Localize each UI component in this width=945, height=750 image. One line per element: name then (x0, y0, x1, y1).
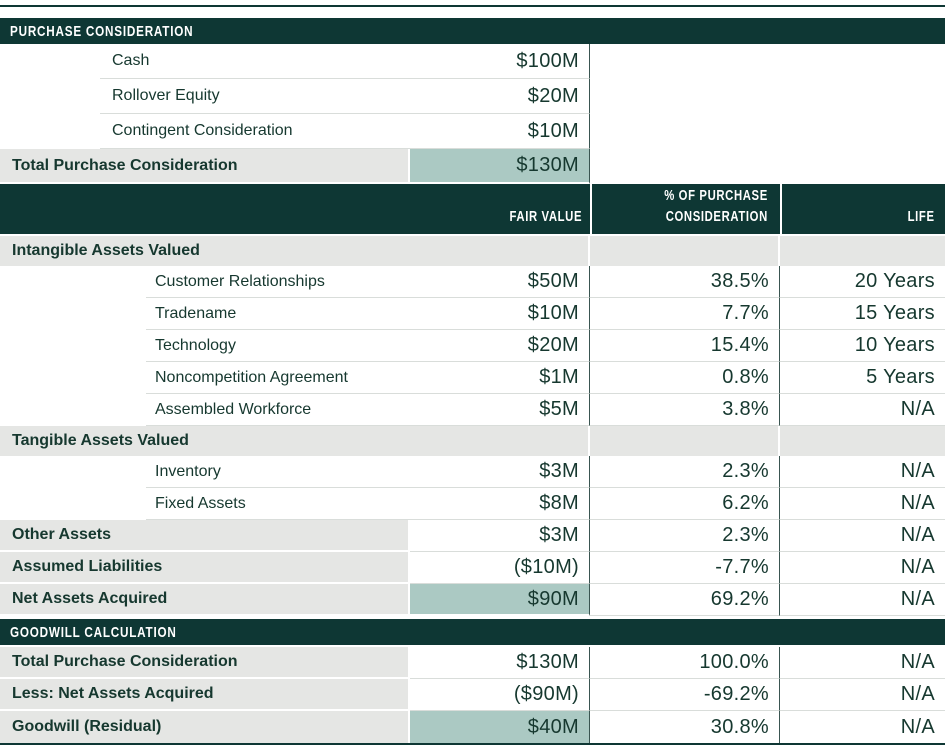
pct-cell: 2.3% (590, 456, 780, 488)
table-row-contingent-consideration (0, 114, 945, 149)
row-label: Inventory (146, 456, 410, 488)
life-cell: N/A (780, 488, 945, 520)
table-row-customer-relationships (0, 266, 945, 298)
total-label-cell: Goodwill (Residual) (0, 711, 410, 743)
table-row-fixed-assets (0, 488, 945, 520)
life-cell: 20 Years (780, 266, 945, 298)
highlighted-total-cell: $90M (410, 584, 590, 616)
total-label-cell: Assumed Liabilities (0, 552, 410, 584)
empty-cell (590, 149, 945, 184)
total-label-cell: Total Purchase Consideration (0, 149, 410, 184)
fair-value-cell: $3M (410, 456, 590, 488)
table-row-goodwill-residual (0, 711, 945, 743)
pct-cell: 15.4% (590, 330, 780, 362)
life-cell: N/A (780, 679, 945, 711)
empty-cell (590, 44, 945, 79)
row-label: Customer Relationships (146, 266, 410, 298)
table-row-noncompetition-agreement (0, 362, 945, 394)
table-row-less-net-assets-acquired (0, 679, 945, 711)
highlighted-total-cell: $40M (410, 711, 590, 743)
total-label-cell: Net Assets Acquired (0, 584, 410, 616)
pct-cell: -69.2% (590, 679, 780, 711)
table-row-tradename (0, 298, 945, 330)
life-cell: N/A (780, 520, 945, 552)
highlighted-total-cell: $130M (410, 149, 590, 184)
table-row-inventory (0, 456, 945, 488)
fair-value-cell: ($90M) (410, 679, 590, 711)
total-label-cell: Less: Net Assets Acquired (0, 679, 410, 711)
pct-cell: 30.8% (590, 711, 780, 743)
life-cell: N/A (780, 584, 945, 616)
row-label: Rollover Equity (100, 79, 410, 114)
total-label-cell: Total Purchase Consideration (0, 647, 410, 679)
table-bottom-border (0, 743, 945, 745)
section-bar-purchase-consideration (0, 18, 945, 44)
column-header-life: LIFE (780, 184, 945, 234)
fair-value-cell: $50M (410, 266, 590, 298)
pct-cell: 2.3% (590, 520, 780, 552)
fair-value-cell: $10M (410, 114, 590, 149)
row-label: Noncompetition Agreement (146, 362, 410, 394)
fair-value-cell: $1M (410, 362, 590, 394)
table-top-border (0, 5, 945, 7)
empty-cell (590, 79, 945, 114)
pct-cell: 7.7% (590, 298, 780, 330)
fair-value-cell: $20M (410, 330, 590, 362)
table-row-assembled-workforce (0, 394, 945, 426)
section-header-tangible-assets: Tangible Assets Valued (0, 426, 945, 456)
row-label: Cash (100, 44, 410, 79)
row-label: Technology (146, 330, 410, 362)
fair-value-cell: $8M (410, 488, 590, 520)
pct-cell: -7.7% (590, 552, 780, 584)
pct-cell: 0.8% (590, 362, 780, 394)
column-header-row (0, 184, 945, 234)
life-cell: N/A (900, 715, 935, 738)
fair-value-cell: ($10M) (410, 552, 590, 584)
life-cell: N/A (780, 394, 945, 426)
table-row-other-assets (0, 520, 945, 552)
section-bar-goodwill-calculation (0, 619, 945, 645)
fair-value-cell: $100M (410, 44, 590, 79)
pct-cell: 100.0% (590, 647, 780, 679)
table-row-technology (0, 330, 945, 362)
empty-cell (590, 114, 945, 149)
life-cell: N/A (780, 456, 945, 488)
row-label: Tradename (146, 298, 410, 330)
section-bar-title: PURCHASE CONSIDERATION (10, 22, 194, 40)
column-header-fair-value: FAIR VALUE (0, 184, 590, 234)
fair-value-cell: $3M (410, 520, 590, 552)
fair-value-cell: $5M (410, 394, 590, 426)
section-header-intangible-assets: Intangible Assets Valued (0, 236, 945, 266)
life-cell: N/A (780, 647, 945, 679)
section-bar-title: GOODWILL CALCULATION (10, 623, 177, 641)
pct-cell: 3.8% (590, 394, 780, 426)
pct-cell: 38.5% (590, 266, 780, 298)
row-label: Fixed Assets (146, 488, 410, 520)
row-label: Contingent Consideration (100, 114, 410, 149)
pct-cell: 69.2% (590, 584, 780, 616)
life-cell: N/A (780, 552, 945, 584)
table-row-goodwill-total-purchase-consideration (0, 647, 945, 679)
life-cell: 10 Years (780, 330, 945, 362)
total-label-cell: Other Assets (0, 520, 410, 552)
fair-value-cell: $20M (410, 79, 590, 114)
life-cell: 15 Years (780, 298, 945, 330)
row-label: Assembled Workforce (146, 394, 410, 426)
table-row-net-assets-acquired (0, 584, 945, 616)
pct-cell: 6.2% (590, 488, 780, 520)
table-row-cash (0, 44, 945, 79)
table-row-rollover-equity (0, 79, 945, 114)
fair-value-cell: $10M (410, 298, 590, 330)
table-row-total-purchase-consideration (0, 149, 945, 184)
column-header-pct-of-purchase-consideration: % OF PURCHASE CONSIDERATION (590, 184, 780, 234)
fair-value-cell: $130M (410, 647, 590, 679)
life-cell: 5 Years (780, 362, 945, 394)
table-row-assumed-liabilities (0, 552, 945, 584)
